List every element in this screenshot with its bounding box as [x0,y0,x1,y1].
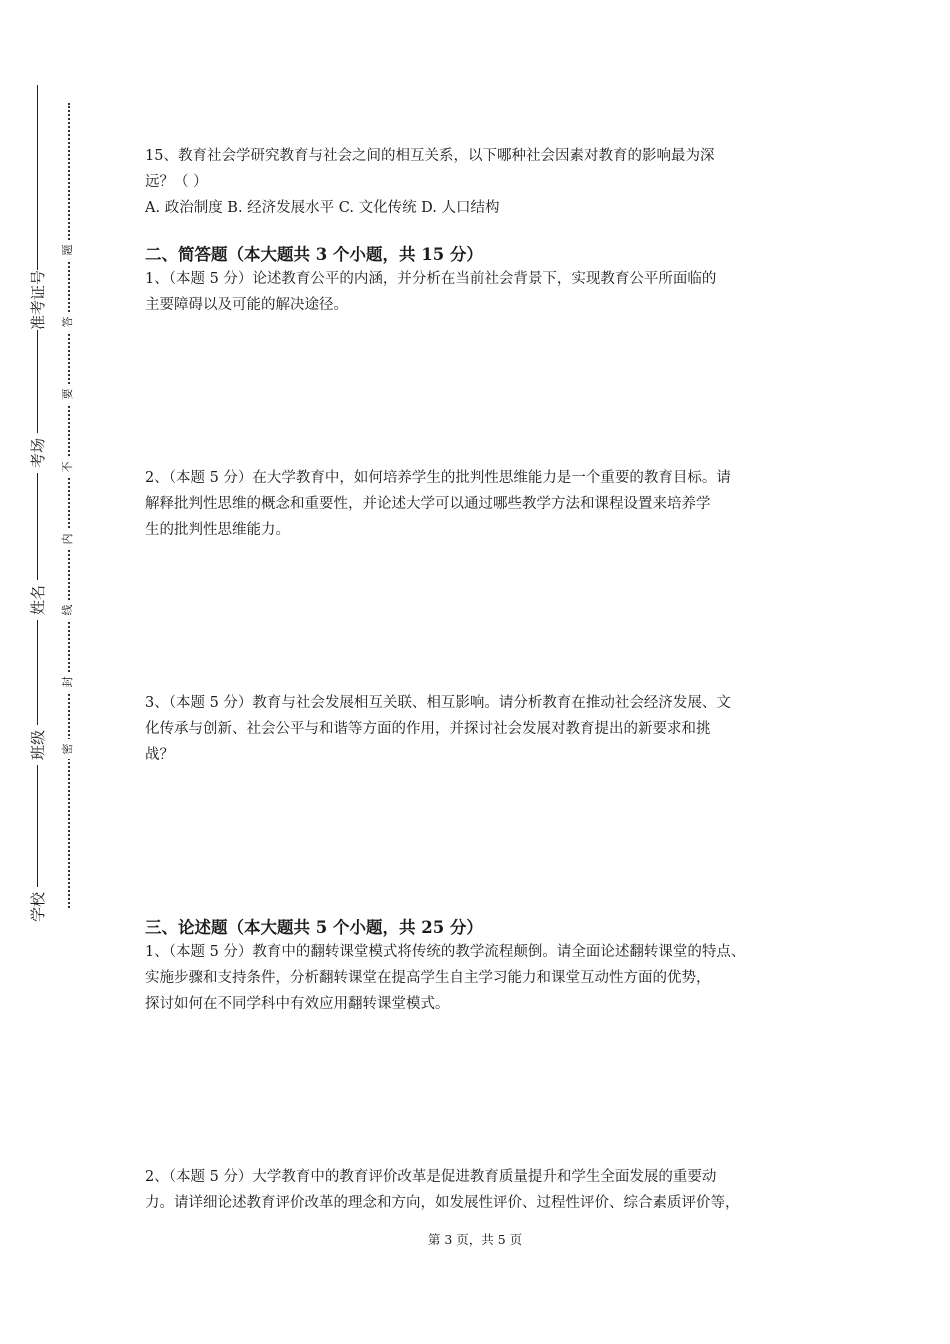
question-text-line: 探讨如何在不同学科中有效应用翻转课堂模式。 [145,996,450,1012]
field-class: 班级 [28,725,48,765]
section-heading-short-answer: 二、简答题（本大题共 3 个小题，共 15 分） [145,245,483,264]
question-text-line: 远？（ ） [145,174,208,190]
question-text-line: 生的批判性思维能力。 [145,522,290,538]
seal-char: 不 [61,457,75,477]
question-text-line: 2、（本题 5 分）在大学教育中，如何培养学生的批判性思维能力是一个重要的教育目标。请 [145,470,731,486]
question-text-line: 战？ [145,747,174,763]
seal-char: 要 [61,384,75,404]
field-admission-number: 准考证号 [29,269,47,330]
question-text-line: 15、教育社会学研究教育与社会之间的相互关系，以下哪种社会因素对教育的影响最为深 [145,148,715,164]
question-text-line: 主要障碍以及可能的解决途径。 [145,297,348,313]
question-text-line: 3、（本题 5 分）教育与社会发展相互关联、相互影响。请分析教育在推动社会经济发展、文 [145,695,731,711]
field-exam-room: 考场 [28,433,48,473]
seal-char: 内 [61,529,75,549]
binding-dotted-line [68,103,70,908]
page-number-footer: 第 3 页，共 5 页 [427,1232,523,1247]
question-text-line: 1、（本题 5 分）论述教育公平的内涵，并分析在当前社会背景下，实现教育公平所面临的 [145,271,717,287]
question-options: A. 政治制度 B. 经济发展水平 C. 文化传统 D. 人口结构 [145,200,500,216]
field-name: 姓名 [28,580,48,620]
field-school: 学校 [28,887,48,927]
question-text-line: 1、（本题 5 分）教育中的翻转课堂模式将传统的教学流程颠倒。请全面论述翻转课堂的特点、 [145,944,746,960]
question-text-line: 实施步骤和支持条件，分析翻转课堂在提高学生自主学习能力和课堂互动性方面的优势， [145,970,711,986]
seal-char: 线 [61,600,75,620]
short-answer-question-2 [145,465,825,543]
section-heading-essay: 三、论述题（本大题共 5 个小题，共 25 分） [145,918,483,937]
seal-char: 答 [61,312,75,332]
seal-char: 封 [61,672,75,692]
seal-char: 密 [61,739,75,759]
question-text-line: 2、（本题 5 分）大学教育中的教育评价改革是促进教育质量提升和学生全面发展的重要动 [145,1169,717,1185]
question-text-line: 解释批判性思维的概念和重要性，并论述大学可以通过哪些教学方法和课程设置来培养学 [145,496,711,512]
essay-question-1 [145,939,825,1017]
seal-char: 题 [61,240,75,260]
binding-solid-line [37,85,38,925]
essay-question-2 [145,1164,825,1216]
question-text-line: 化传承与创新、社会公平与和谐等方面的作用，并探讨社会发展对教育提出的新要求和挑 [145,721,711,737]
short-answer-question-1 [145,266,825,318]
question-15 [145,143,825,221]
question-text-line: 力。请详细论述教育评价改革的理念和方向，如发展性评价、过程性评价、综合素质评价等， [145,1195,740,1211]
short-answer-question-3 [145,690,825,768]
